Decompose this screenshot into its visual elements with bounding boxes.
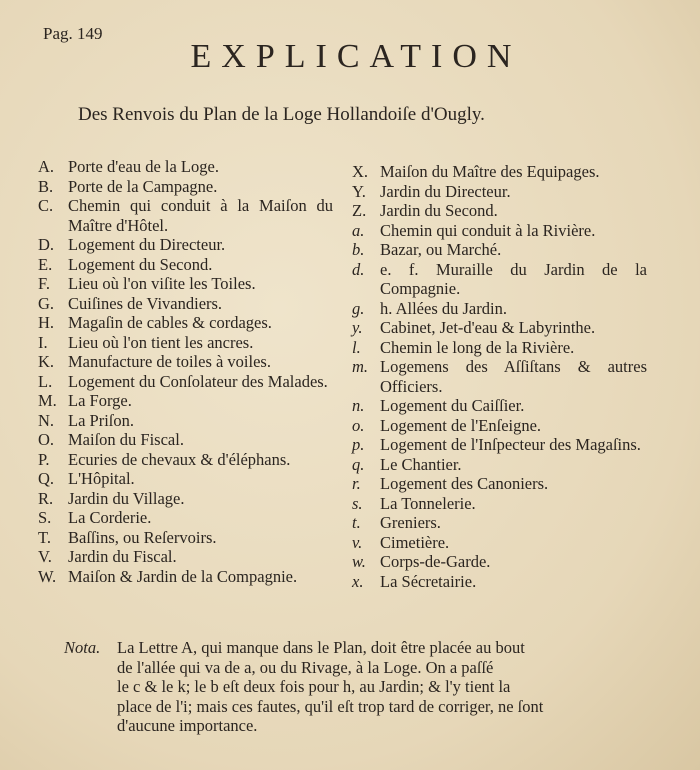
legend-text: La Corderie. <box>68 508 152 527</box>
nota-line: d'aucune importance. <box>117 716 258 735</box>
legend-text: h. Allées du Jardin. <box>380 298 507 318</box>
legend-letter: O. <box>38 430 55 449</box>
legend-entry <box>352 240 647 260</box>
legend-text: Lieu où l'on tient les ancres. <box>68 332 254 352</box>
legend-letter: K. <box>38 352 55 371</box>
legend-text: Bazar, ou Marché. <box>380 240 502 259</box>
right-legend-column <box>352 162 647 591</box>
legend-entry <box>352 260 647 299</box>
legend-letter: d. <box>352 259 365 279</box>
legend-entry <box>352 572 647 592</box>
legend-entry <box>352 357 647 396</box>
legend-text: Magaſin de cables & cordages. <box>68 313 272 332</box>
legend-entry <box>38 508 333 528</box>
legend-text: e. f. Muraille du Jardin de la Compagnie. <box>380 259 647 298</box>
legend-letter: V. <box>38 547 52 566</box>
legend-text: Ecuries de chevaux & d'éléphans. <box>68 449 291 469</box>
legend-entry <box>38 196 333 235</box>
legend-text: Chemin qui conduit à la Maiſon du Maître d'Hôtel. <box>68 196 333 235</box>
legend-letter: E. <box>38 254 53 274</box>
legend-text: Jardin du Directeur. <box>380 181 511 201</box>
legend-letter: S. <box>38 508 52 527</box>
legend-text: L'Hôpital. <box>68 469 135 488</box>
legend-entry <box>38 294 333 314</box>
legend-text: Jardin du Village. <box>68 488 185 508</box>
legend-entry <box>352 318 647 338</box>
legend-text: Logement des Canoniers. <box>380 474 549 493</box>
legend-letter: F. <box>38 274 50 293</box>
nota-line: le c & le k; le b eſt deux fois pour h, au Jardin; & l'y tient la <box>117 677 511 696</box>
nota-line: de l'allée qui va de a, ou du Rivage, à la Loge. On a paſſé <box>117 657 494 677</box>
legend-entry <box>38 469 333 489</box>
legend-entry <box>352 396 647 416</box>
legend-letter: o. <box>352 415 365 435</box>
legend-letter: Q. <box>38 469 55 488</box>
legend-text: Chemin qui conduit à la Rivière. <box>380 220 596 240</box>
legend-letter: G. <box>38 293 55 313</box>
legend-letter: A. <box>38 157 55 176</box>
page-number: Pag. 149 <box>43 24 103 43</box>
legend-entry <box>352 474 647 494</box>
legend-text: Corps-de-Garde. <box>380 552 491 571</box>
legend-entry <box>38 391 333 411</box>
legend-entry <box>38 313 333 333</box>
legend-letter: Z. <box>352 201 367 220</box>
legend-text: Porte d'eau de la Loge. <box>68 157 219 176</box>
page-subtitle: Des Renvois du Plan de la Loge Hollandoiſe d'Ougly. <box>78 104 485 125</box>
legend-text: Logemens des Aſſiſtans & autres Officiers. <box>380 357 647 396</box>
legend-letter: I. <box>38 332 48 352</box>
legend-text: Porte de la Campagne. <box>68 176 218 196</box>
legend-entry <box>38 489 333 509</box>
legend-text: La Sécretairie. <box>380 571 477 591</box>
legend-text: Logement du Directeur. <box>68 235 226 254</box>
legend-letter: a. <box>352 220 365 240</box>
legend-entry <box>352 182 647 202</box>
legend-text: Maiſon du Fiscal. <box>68 430 184 449</box>
legend-entry <box>38 352 333 372</box>
nota-line: place de l'i; mais ces fautes, qu'il eſt trop tard de corriger, ne ſont <box>117 696 544 716</box>
legend-letter: n. <box>352 396 365 415</box>
legend-letter: W. <box>38 566 57 586</box>
legend-entry <box>352 435 647 455</box>
legend-entry <box>352 299 647 319</box>
legend-letter: b. <box>352 240 365 259</box>
legend-entry <box>352 552 647 572</box>
legend-text: Maiſon & Jardin de la Compagnie. <box>68 566 298 586</box>
legend-text: Baſſins, ou Reſervoirs. <box>68 527 217 547</box>
legend-entry <box>38 528 333 548</box>
legend-entry <box>352 513 647 533</box>
legend-letter: p. <box>352 435 365 454</box>
left-legend-column <box>38 157 333 586</box>
legend-letter: s. <box>352 493 363 513</box>
legend-text: Greniers. <box>380 513 441 532</box>
legend-letter: r. <box>352 474 361 493</box>
legend-text: Jardin du Second. <box>380 201 498 220</box>
legend-letter: C. <box>38 196 54 215</box>
legend-text: Chemin le long de la Rivière. <box>380 337 575 357</box>
legend-letter: Y. <box>352 181 366 201</box>
legend-entry <box>38 450 333 470</box>
legend-letter: H. <box>38 313 55 332</box>
legend-text: Maiſon du Maître des Equipages. <box>380 162 600 181</box>
legend-entry <box>38 235 333 255</box>
legend-entry <box>352 533 647 553</box>
legend-letter: P. <box>38 449 50 469</box>
legend-entry <box>38 333 333 353</box>
legend-entry <box>38 372 333 392</box>
legend-letter: L. <box>38 371 53 391</box>
legend-letter: w. <box>352 552 366 571</box>
legend-entry <box>38 274 333 294</box>
legend-entry <box>38 255 333 275</box>
legend-text: Cuiſines de Vivandiers. <box>68 293 223 313</box>
legend-letter: l. <box>352 337 361 357</box>
nota-block <box>64 638 638 736</box>
legend-entry <box>38 177 333 197</box>
legend-entry <box>38 157 333 177</box>
legend-entry <box>352 221 647 241</box>
legend-entry <box>38 567 333 587</box>
legend-entry <box>38 411 333 431</box>
legend-entry <box>352 201 647 221</box>
legend-text: Manufacture de toiles à voiles. <box>68 352 271 371</box>
legend-entry <box>352 416 647 436</box>
legend-text: Jardin du Fiscal. <box>68 547 177 566</box>
legend-text: Cabinet, Jet-d'eau & Labyrinthe. <box>380 318 596 337</box>
legend-text: Logement du Caiſſier. <box>380 396 525 415</box>
legend-entry <box>352 162 647 182</box>
legend-entry <box>352 455 647 475</box>
legend-letter: N. <box>38 410 55 430</box>
legend-letter: t. <box>352 513 361 532</box>
legend-text: Lieu où l'on viſite les Toiles. <box>68 274 256 293</box>
legend-text: La Priſon. <box>68 410 134 430</box>
legend-text: Logement du Second. <box>68 254 213 274</box>
legend-text: La Forge. <box>68 391 132 410</box>
legend-text: Le Chantier. <box>380 454 462 474</box>
legend-letter: X. <box>352 162 369 181</box>
legend-letter: R. <box>38 488 54 508</box>
legend-text: Logement de l'Inſpecteur des Magaſins. <box>380 435 641 454</box>
nota-body <box>117 638 638 736</box>
legend-letter: y. <box>352 318 363 337</box>
legend-entry <box>38 547 333 567</box>
legend-entry <box>38 430 333 450</box>
legend-entry <box>352 338 647 358</box>
legend-letter: v. <box>352 532 363 552</box>
legend-text: La Tonnelerie. <box>380 493 476 513</box>
legend-letter: T. <box>38 527 51 547</box>
nota-line: La Lettre A, qui manque dans le Plan, doit être placée au bout <box>117 638 525 657</box>
legend-text: Logement du Conſolateur des Malades. <box>68 371 328 391</box>
legend-letter: B. <box>38 176 54 196</box>
legend-letter: m. <box>352 357 369 376</box>
legend-letter: g. <box>352 298 365 318</box>
legend-text: Cimetière. <box>380 532 450 552</box>
nota-label: Nota. <box>64 638 101 657</box>
legend-letter: M. <box>38 391 57 410</box>
legend-letter: q. <box>352 454 365 474</box>
legend-letter: D. <box>38 235 55 254</box>
legend-letter: x. <box>352 571 364 591</box>
page-title: EXPLICATION <box>190 38 522 75</box>
legend-entry <box>352 494 647 514</box>
legend-text: Logement de l'Enſeigne. <box>380 415 542 435</box>
